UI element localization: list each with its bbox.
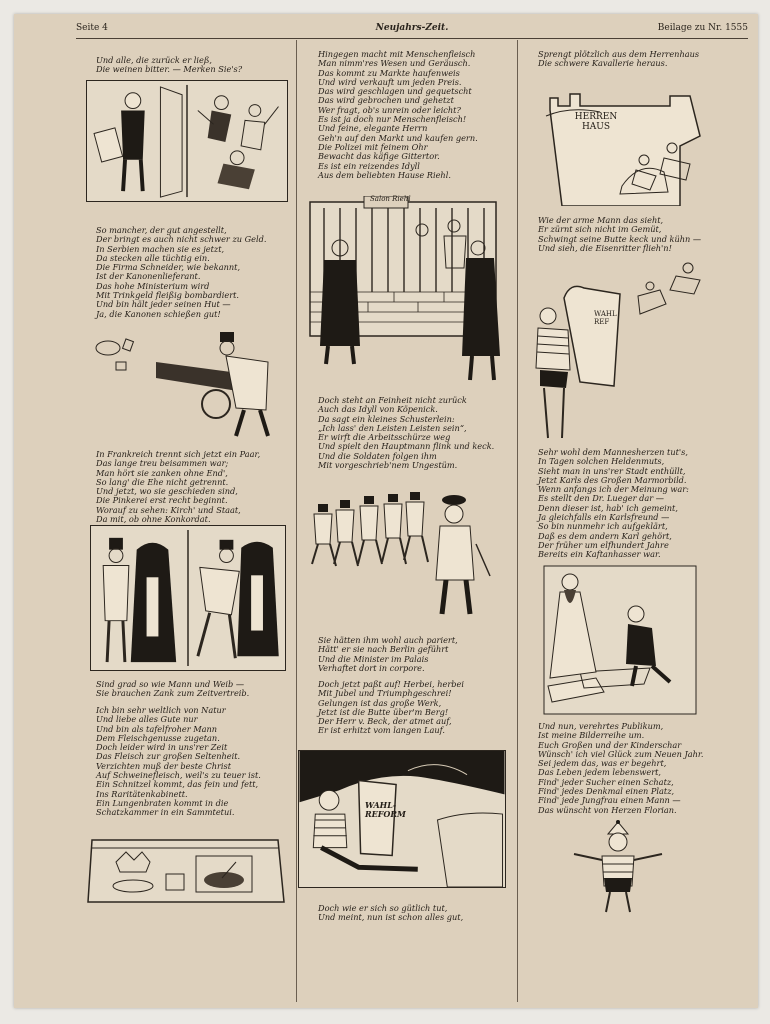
verse-line: So bin nunmehr ich aufgeklärt, <box>538 521 668 532</box>
verse <box>96 450 260 524</box>
cartoon-florian-jester-drawing <box>566 820 670 916</box>
cartoon-cannon-drawing <box>86 318 290 442</box>
verse-line: Sei jedem das, was er begehrt, <box>538 758 667 769</box>
verse-line: Da mit, ob ohne Konkordat. <box>96 514 211 525</box>
verse-line: Bereits ein Kaftanhasser war. <box>538 549 661 560</box>
verse <box>318 396 494 470</box>
cartoon-charlemagne-drawing <box>540 562 700 718</box>
cartoon-koepenick <box>308 484 500 626</box>
verse <box>538 448 689 560</box>
page-number: Seite 4 <box>76 23 108 33</box>
verse-line: So mancher, der gut angestellt, <box>96 225 227 235</box>
verse-line: Und jetzt, wo sie geschieden sind, <box>96 486 238 497</box>
verse-line: Und bin als tafelfroher Mann <box>96 723 218 734</box>
verse-line: Der früher um elfhundert Jahre <box>538 539 669 550</box>
verse-line: Find' jede Jungfrau einen Mann — <box>538 795 681 806</box>
supplement-label: Beilage zu Nr. 1555 <box>657 23 748 33</box>
verse-line: Auch das Idyll von Köpenick. <box>318 404 438 415</box>
cartoon-treasure-case-drawing <box>86 826 286 912</box>
verse-line: Gelungen ist das große Werk, <box>318 697 442 708</box>
tub-label: WAHL REF <box>594 310 617 326</box>
verse-line: Wenn anfangs ich der Meinung war: <box>538 484 689 495</box>
verse-line: Und sieh, die Eisenritter flieh'n! <box>538 242 672 253</box>
cartoon-departure <box>86 80 288 202</box>
verse-line: Das wird gebrochen und gehetzt <box>318 95 454 106</box>
verse-line: Der bringt es auch nicht schwer zu Geld. <box>96 234 267 245</box>
verse <box>318 904 463 923</box>
verse-line: Ist meine Bilderreihe um. <box>538 730 645 741</box>
verse-line: Er zürnt sich nicht im Gemüt, <box>538 224 662 235</box>
verse-line: Euch Großen und der Kinderschar <box>538 739 682 750</box>
verse-line: Mit vorgeschrieb'nem Ungestüm. <box>318 460 458 471</box>
verse-line: Schatzkammer in ein Sammtetui. <box>96 807 235 818</box>
verse-line: Der Herr v. Beck, der atmet auf, <box>318 716 452 727</box>
verse-line: Es stellt den Dr. Lueger dar — <box>538 493 664 504</box>
cartoon-divorce-drawing <box>91 526 285 670</box>
verse-line: Daß es dem andern Karl gehört, <box>538 530 672 541</box>
verse-line: Ist der Kanonenlieferant. <box>96 271 201 282</box>
verse-line: Es ist ja doch nur Menschenfleisch! <box>318 114 467 125</box>
verse-line: Wünsch' ich viel Glück zum Neuen Jahr. <box>538 748 704 759</box>
verse-line: Doch leider wird in uns'rer Zeit <box>96 742 228 753</box>
cartoon-charlemagne <box>540 562 700 718</box>
verse <box>96 680 249 699</box>
verse-line: Das kommt zu Markte haufenweis <box>318 67 460 78</box>
verse-line: Aus dem beliebten Hause Riehl. <box>318 169 451 180</box>
verse-line: Und meint, nun ist schon alles gut, <box>318 912 464 923</box>
cartoon-koepenick-drawing <box>308 484 500 626</box>
verse-line: Das hohe Ministerium wird <box>96 280 210 291</box>
verse-line: Und nun, verehrtes Publikum, <box>538 721 664 731</box>
verse-line: In Frankreich trennt sich jetzt ein Paar, <box>96 449 261 459</box>
verse-line: In Serbien machen sie es jetzt, <box>96 243 225 254</box>
verse-line: „Ich lass' den Leisten Leisten sein“, <box>318 422 467 433</box>
verse-line: Ich bin sehr weltlich von Natur <box>96 705 226 715</box>
verse-line: Ja, die Kanonen schießen gut! <box>96 308 221 319</box>
verse-line: Doch steht an Feinheit nicht zurück <box>318 395 467 405</box>
verse <box>318 636 458 673</box>
verse-line: Ins Raritätenkabinett. <box>96 788 188 799</box>
verse-line: Mit Jubel und Triumphgeschrei! <box>318 688 452 699</box>
verse-line: Sprengt plötzlich aus dem Herrenhaus <box>538 49 700 59</box>
cartoon-treasure-case <box>86 826 286 912</box>
butte-label: WAHL-REFORM <box>365 800 406 819</box>
verse-line: Mit Trinkgeld fleißig bombardiert. <box>96 290 240 301</box>
verse-line: Wer fragt, ob's unrein oder leicht? <box>318 104 461 115</box>
verse <box>96 56 242 75</box>
verse-line: Find' jedes Denkmal einen Platz, <box>538 786 675 797</box>
cartoon-cage-drawing <box>304 196 508 388</box>
verse-line: Die Pinkerei erst recht beginnt. <box>96 495 228 506</box>
verse-line: Sind grad so wie Mann und Weib — <box>96 679 245 689</box>
verse-line: Wie der arme Mann das sieht, <box>538 215 664 225</box>
newspaper-title: Neujahrs-Zeit. <box>375 23 449 33</box>
cartoon-butte-swing-drawing <box>530 258 710 444</box>
verse <box>538 722 704 815</box>
building-label: HERREN HAUS <box>574 112 618 132</box>
verse-line: Verhaftet dort in corpore. <box>318 662 425 673</box>
verse <box>318 50 478 180</box>
verse-line: Da stecken alle tüchtig ein. <box>96 252 210 263</box>
verse-line: Die weinen bitter. — Merken Sie's? <box>96 64 243 75</box>
column-divider <box>296 40 297 1002</box>
verse <box>318 680 464 736</box>
verse-line: Das wünscht von Herzen Florian. <box>538 804 677 815</box>
verse-line: Das Leben jedem lebenswert, <box>538 767 662 778</box>
cartoon-herrenhaus-drawing <box>540 76 706 206</box>
verse-line: Und bin hält jeder seinen Hut — <box>96 299 231 310</box>
verse-line: In Tagen solchen Heldenmuts, <box>538 456 665 467</box>
cartoon-butte-swing <box>530 258 710 444</box>
verse-line: Ein Schnitzel kommt, das fein und fett, <box>96 779 259 790</box>
verse-line: Und die Minister im Palais <box>318 653 429 664</box>
verse-line: Sie hätten ihm wohl auch pariert, <box>318 635 458 645</box>
verse-line: Jetzt ist die Butte über'm Berg! <box>318 706 449 717</box>
verse-line: Worauf zu sehen: Kirch' und Staat, <box>96 504 241 515</box>
verse-line: Das wird geschlagen und gequetscht <box>318 86 472 97</box>
verse <box>538 50 699 69</box>
verse-line: Dem Fleischgenusse zugetan. <box>96 732 220 743</box>
cartoon-electoral-reform <box>298 750 506 888</box>
cage-sign: Salon Riehl <box>370 195 411 203</box>
verse-line: Und feine, elegante Herrn <box>318 123 428 134</box>
cartoon-cannon <box>86 318 290 442</box>
verse-line: Es ist ein reizendes Idyll <box>318 160 420 171</box>
verse-line: Bewacht das käfige Gittertor. <box>318 151 440 162</box>
verse-line: Und spielt den Hauptmann flink und keck. <box>318 441 495 452</box>
verse-line: Hingegen macht mit Menschenfleisch <box>318 49 476 59</box>
verse <box>96 706 261 818</box>
verse-line: Das lange treu beisammen war; <box>96 458 229 469</box>
cartoon-divorce <box>90 525 286 671</box>
verse-line: Sieht man in uns'rer Stadt enthüllt, <box>538 465 686 476</box>
verse-line: Die Firma Schneider, wie bekannt, <box>96 262 241 273</box>
cartoon-departure-drawing <box>87 81 287 201</box>
verse-line: Und liebe alles Gute nur <box>96 714 198 725</box>
verse-line: Das Fleisch zur großen Seltenheit. <box>96 751 241 762</box>
page-header <box>76 23 748 37</box>
verse-line: Und alle, die zurück er ließ, <box>96 55 212 65</box>
verse-line: Hätt' er sie nach Berlin geführt <box>318 644 449 655</box>
verse-line: Er ist erhitzt vom langen Lauf. <box>318 725 445 736</box>
verse-line: Man nimm'res Wesen und Geräusch. <box>318 58 471 69</box>
verse-line: Jetzt Karls des Großen Marmorbild. <box>538 474 687 485</box>
verse-line: Man hört sie zanken ohne End', <box>96 467 228 478</box>
cartoon-cage <box>304 196 508 388</box>
verse-line: Schwingt seine Butte keck und kühn — <box>538 233 702 244</box>
verse-line: Geh'n auf den Markt und kaufen gern. <box>318 132 478 143</box>
column-divider <box>517 40 518 1002</box>
verse-line: Ja gleichfalls ein Karlsfreund — <box>538 512 670 523</box>
verse <box>96 226 266 319</box>
verse-line: Die Polizei mit feinem Ohr <box>318 141 428 152</box>
cartoon-herrenhaus <box>540 76 706 206</box>
verse-line: Doch jetzt paßt auf! Herbei, herbei <box>318 679 464 689</box>
cartoon-electoral-reform-drawing <box>299 751 505 887</box>
verse-line: Und die Soldaten folgen ihm <box>318 450 437 461</box>
verse-line: Find' jeder Sucher einen Schatz, <box>538 776 674 787</box>
verse <box>538 216 701 253</box>
verse-line: Und wird verkauft um jeden Preis. <box>318 76 462 87</box>
verse-line: Die schwere Kavallerie heraus. <box>538 58 668 69</box>
verse-line: Verzichten muß der beste Christ <box>96 760 232 771</box>
verse-line: So lang' die Ehe nicht getrennt. <box>96 476 229 487</box>
verse-line: Sehr wohl dem Mannesherzen tut's, <box>538 447 688 457</box>
verse-line: Sie brauchen Zank zum Zeitvertreib. <box>96 688 250 699</box>
header-rule <box>76 38 748 39</box>
verse-line: Denn dieser ist, hab' ich gemeint, <box>538 502 678 513</box>
verse-line: Auf Schweinefleisch, weil's zu teuer ist. <box>96 770 261 781</box>
verse-line: Er wirft die Arbeitsschürze weg <box>318 432 451 443</box>
cartoon-florian-jester <box>566 820 670 916</box>
verse-line: Doch wie er sich so gütlich tut, <box>318 903 448 913</box>
verse-line: Ein Lungenbraten kommt in die <box>96 797 229 808</box>
verse-line: Da sagt ein kleines Schusterlein: <box>318 413 455 424</box>
